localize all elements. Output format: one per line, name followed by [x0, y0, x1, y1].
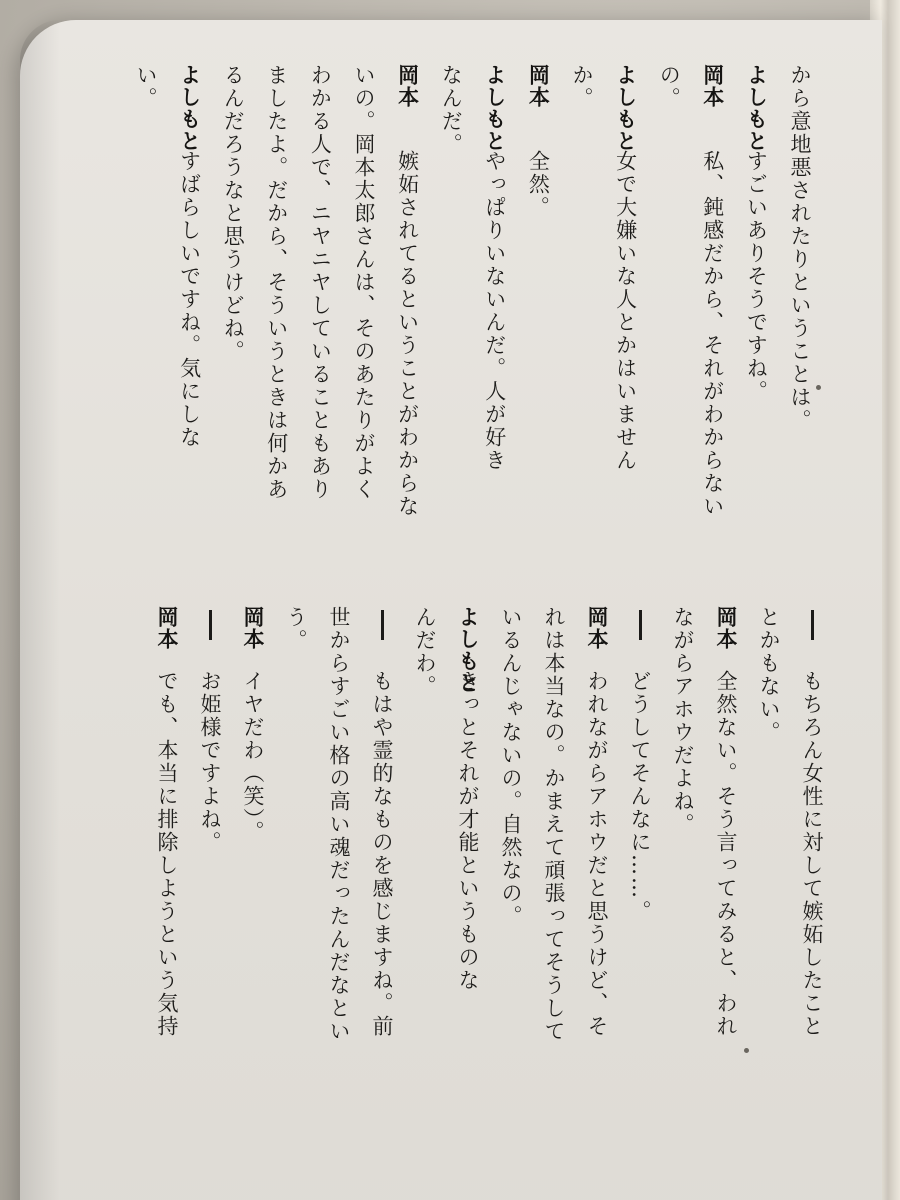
dialogue-line: やっぱりいないんだ。人が好き: [482, 150, 507, 472]
continuation-line: なんだ。: [439, 64, 464, 156]
dialogue-line: もちろん女性に対して嫉妬したこと: [800, 670, 824, 1038]
interviewer-dash: [811, 610, 814, 640]
speaker-name: 岡本: [585, 606, 609, 650]
speaker-name: 岡本: [714, 606, 738, 650]
dialogue-line: すばらしいですね。気にしな: [177, 150, 202, 449]
paper-speck: [816, 385, 821, 390]
dialogue-line: 嫉妬されてるということがわからな: [395, 150, 420, 518]
dialogue-line: 全然ない。そう言ってみると、われ: [714, 670, 738, 1038]
speaker-name: 岡本: [155, 606, 179, 650]
paper-speck: [744, 1048, 749, 1053]
continuation-line: いるんじゃないの。自然なの。: [499, 606, 523, 928]
dialogue-line: きっとそれが才能というものな: [456, 670, 480, 992]
continuation-line: から意地悪されたりということは。: [788, 64, 812, 432]
speaker-name: 岡本: [700, 64, 725, 108]
continuation-line: い。: [134, 64, 158, 110]
dialogue-line: でも、本当に排除しようという気持: [155, 670, 179, 1038]
dialogue-line: 女で大嫌いな人とかはいません: [613, 150, 638, 472]
dialogue-line: 全然。: [526, 150, 551, 219]
continuation-line: の。: [657, 64, 682, 110]
continuation-line: ながらアホウだよね。: [671, 606, 695, 836]
dialogue-line: どうしてそんなに……。: [628, 670, 652, 923]
continuation-line: いの。岡本太郎さんは、そのあたりがよく: [352, 64, 376, 501]
continuation-line: 世からすごい格の高い魂だったんだなとい: [327, 606, 351, 1043]
speaker-name: よしもと: [744, 64, 769, 152]
speaker-name: よしもと: [482, 64, 507, 152]
speaker-name: 岡本: [526, 64, 551, 108]
dialogue-line: すごいありそうですね。: [744, 150, 769, 403]
continuation-line: んだわ。: [413, 606, 437, 698]
interviewer-dash: [209, 610, 212, 640]
interviewer-dash: [639, 610, 642, 640]
continuation-line: か。: [570, 64, 594, 110]
dialogue-line: 私、鈍感だから、それがわからない: [700, 150, 725, 518]
continuation-line: るんだろうなと思うけどね。: [221, 64, 246, 363]
dialogue-line: もはや霊的なものを感じますね。前: [370, 670, 394, 1038]
interviewer-dash: [381, 610, 384, 640]
dialogue-line: お姫様ですよね。: [198, 670, 222, 854]
speaker-name: 岡本: [395, 64, 420, 108]
continuation-line: ましたよ。だから、そういうときは何かあ: [264, 64, 289, 501]
speaker-name: よしもと: [177, 64, 202, 152]
continuation-line: わかる人で、ニヤニヤしていることもあり: [308, 64, 333, 501]
dialogue-line: われながらアホウだと思うけど、そ: [585, 670, 609, 1038]
speaker-name: よしもと: [613, 64, 638, 152]
speaker-name: よしもと: [456, 606, 480, 694]
continuation-line: れは本当なの。かまえて頑張ってそうして: [542, 606, 566, 1043]
continuation-line: とかもない。: [757, 606, 781, 744]
speaker-name: 岡本: [241, 606, 265, 650]
dialogue-line: イヤだわ（笑）。: [241, 670, 265, 844]
continuation-line: う。: [284, 606, 308, 652]
